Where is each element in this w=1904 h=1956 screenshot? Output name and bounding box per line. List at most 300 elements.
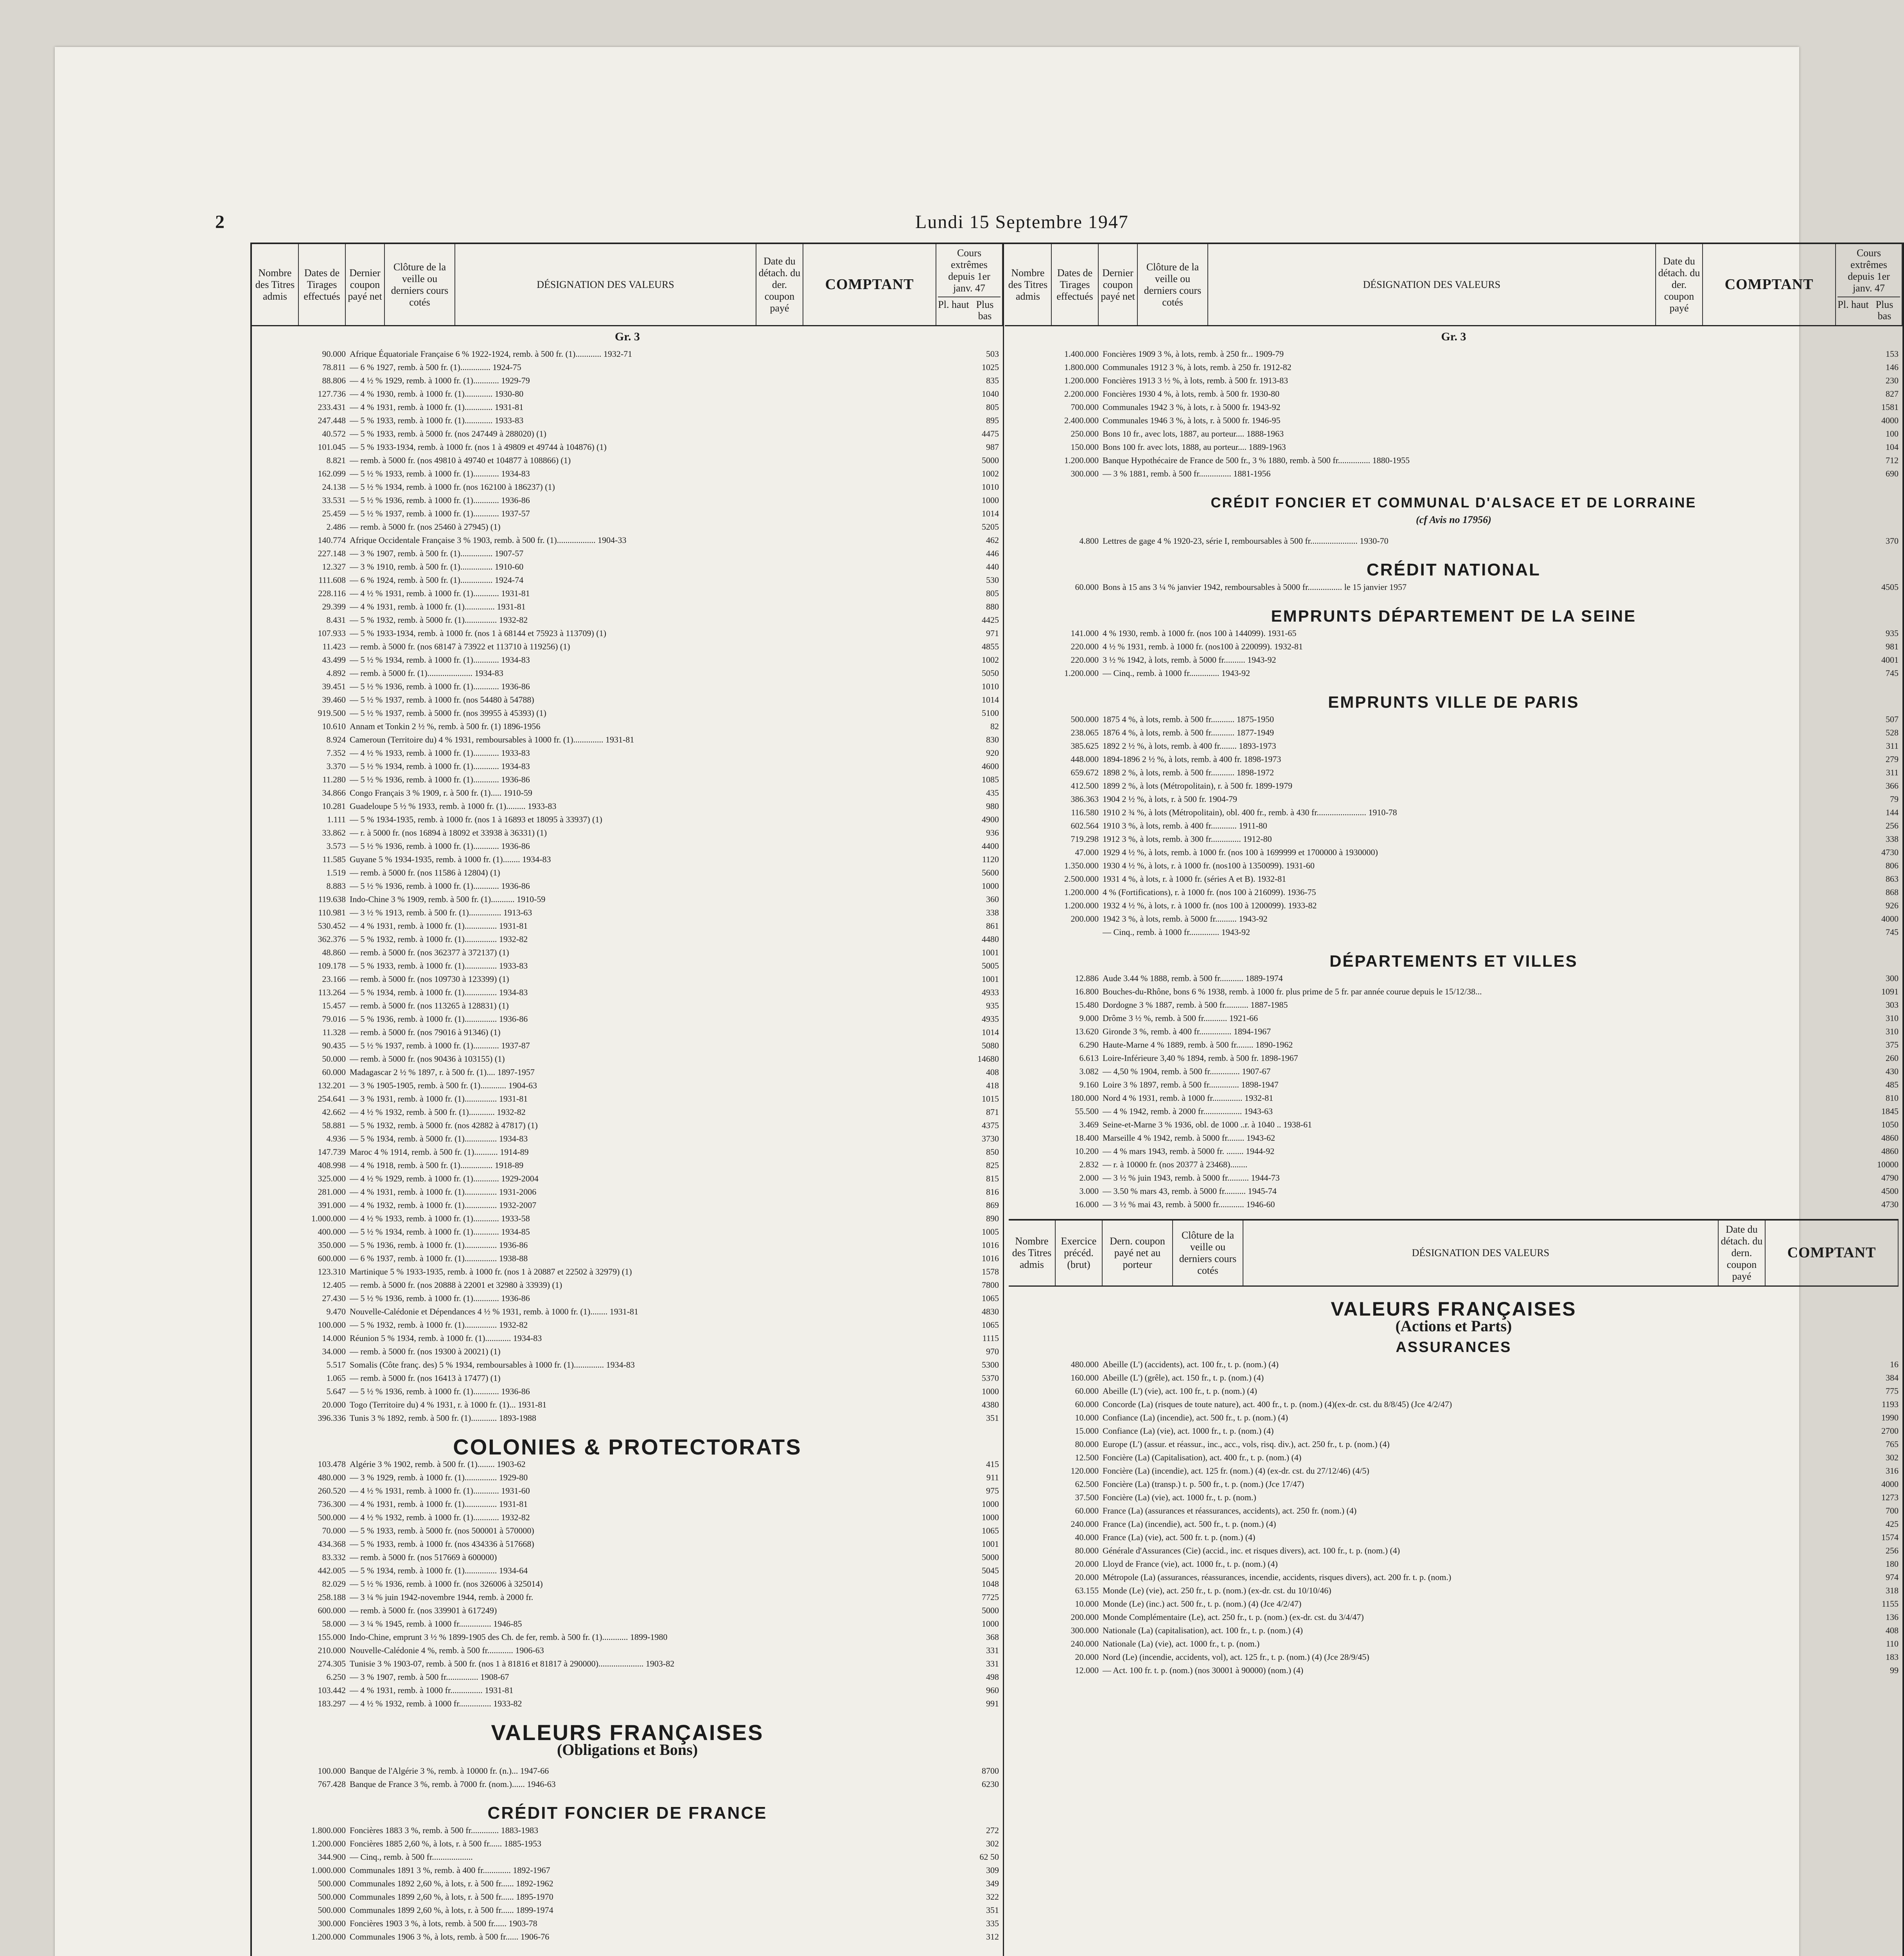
- row-price: 987: [986, 442, 999, 452]
- row-price: 335: [986, 1918, 999, 1929]
- table-row: [1009, 1544, 1899, 1557]
- row-designation: Foncières 1903 3 %, à lots, remb. à 500 fr...... 1903-78: [350, 1918, 537, 1929]
- table-row: [1009, 926, 1899, 939]
- row-designation: Maroc 4 % 1914, remb. à 500 fr. (1)........... 1914-89: [350, 1147, 529, 1157]
- row-designation: — 5 ½ % 1934, remb. à 1000 fr. (nos 162100 à 186237) (1): [350, 482, 555, 492]
- row-designation: — 4 % 1931, remb. à 1000 fr. (1)............... 1931-2006: [350, 1187, 537, 1197]
- table-row: [256, 347, 999, 361]
- table-row: [1009, 793, 1899, 806]
- table-row: [1009, 872, 1899, 886]
- row-designation: 1904 2 ½ %, à lots, r. à 500 fr. 1904-79: [1103, 794, 1238, 804]
- row-designation: — 4 ½ % 1931, remb. à 1000 fr. (1)............ 1931-81: [350, 588, 530, 599]
- row-quantity: 500.000: [318, 1892, 346, 1902]
- row-designation: — 4,50 % 1904, remb. à 500 fr.............. 1907-67: [1103, 1066, 1271, 1077]
- row-quantity: 2.400.000: [1064, 415, 1099, 426]
- row-price: 868: [1886, 887, 1899, 897]
- row-quantity: 233.431: [318, 402, 346, 412]
- actions-header-nombre: Nombre des Titres admis: [1009, 1220, 1055, 1286]
- row-quantity: 109.178: [318, 961, 346, 971]
- table-row: [1009, 387, 1899, 401]
- table-row: [256, 1498, 999, 1511]
- table-row: [256, 773, 999, 786]
- row-quantity: 247.448: [318, 415, 346, 426]
- row-price: 3730: [982, 1134, 999, 1144]
- row-price: 183: [1886, 1652, 1899, 1662]
- table-row: [256, 1345, 999, 1358]
- row-designation: Communales 1899 2,60 %, à lots, r. à 500 fr...... 1895-1970: [350, 1892, 553, 1902]
- table-row: [256, 587, 999, 600]
- table-row: [256, 760, 999, 773]
- table-row: [1009, 985, 1899, 998]
- row-quantity: 48.860: [322, 947, 346, 958]
- table-row: [256, 600, 999, 613]
- row-designation: Dordogne 3 % 1887, remb. à 500 fr........... 1887-1985: [1103, 1000, 1288, 1010]
- row-quantity: 40.572: [322, 429, 346, 439]
- header-coupon-r: Dernier coupon payé net: [1098, 244, 1137, 326]
- row-price: 311: [1886, 768, 1899, 778]
- row-price: 5100: [982, 708, 999, 718]
- row-quantity: 9.160: [1079, 1080, 1099, 1090]
- row-designation: — 5 % 1936, remb. à 1000 fr. (1)............... 1936-86: [350, 1240, 528, 1250]
- table-row: [1009, 467, 1899, 480]
- row-quantity: 11.328: [322, 1027, 346, 1037]
- table-row: [256, 1332, 999, 1345]
- row-designation: 3 ½ % 1942, à lots, remb. à 5000 fr.......... 1943-92: [1103, 655, 1276, 665]
- row-quantity: 1.200.000: [1064, 668, 1099, 678]
- row-quantity: 1.400.000: [1064, 349, 1099, 359]
- row-designation: — remb. à 5000 fr. (nos 109730 à 123399) (1): [350, 974, 509, 984]
- row-designation: 1892 2 ½ %, à lots, remb. à 400 fr........ 1893-1973: [1103, 741, 1276, 751]
- table-row: [1009, 427, 1899, 440]
- row-designation: — remb. à 5000 fr. (1)..................... 1934-83: [350, 668, 503, 678]
- row-price: 1048: [982, 1579, 999, 1589]
- row-price: 1000: [982, 495, 999, 505]
- row-quantity: 300.000: [1071, 1625, 1099, 1635]
- row-price: 974: [1886, 1572, 1899, 1582]
- right-paris-rows: [1009, 713, 1899, 939]
- row-quantity: 210.000: [318, 1645, 346, 1656]
- table-row: [256, 919, 999, 933]
- row-price: 1001: [982, 974, 999, 984]
- table-row: [256, 1864, 999, 1877]
- row-quantity: 250.000: [1071, 429, 1099, 439]
- table-row: [1009, 1411, 1899, 1424]
- row-quantity: 120.000: [1071, 1465, 1099, 1476]
- row-price: 690: [1886, 469, 1899, 479]
- header-cours-extremes-r: [1836, 244, 1902, 326]
- row-designation: — 5 % 1934, remb. à 1000 fr. (1)............... 1934-64: [350, 1566, 528, 1576]
- row-designation: — 5 % 1932, remb. à 1000 fr. (1)............... 1932-82: [350, 1320, 528, 1330]
- row-price: 4855: [982, 642, 999, 652]
- row-designation: 4 % (Fortifications), r. à 1000 fr. (nos 100 à 216099). 1936-75: [1103, 887, 1316, 897]
- row-quantity: 155.000: [318, 1632, 346, 1642]
- row-quantity: 480.000: [318, 1472, 346, 1483]
- row-price: 4480: [982, 934, 999, 944]
- row-quantity: 1.200.000: [311, 1839, 346, 1849]
- row-price: 435: [986, 788, 999, 798]
- row-designation: — 4 % 1931, remb. à 1000 fr. (1)............... 1931-81: [350, 1499, 528, 1509]
- row-designation: Marseille 4 % 1942, remb. à 5000 fr........ 1943-62: [1103, 1133, 1275, 1143]
- table-row: [1009, 1052, 1899, 1065]
- table-row: [256, 1824, 999, 1837]
- row-quantity: 3.370: [326, 761, 346, 771]
- row-price: 1002: [982, 469, 999, 479]
- row-quantity: 7.352: [326, 748, 346, 758]
- row-designation: Confiance (La) (incendie), act. 500 fr., t. p. (nom.) (4): [1103, 1412, 1288, 1422]
- row-quantity: 103.442: [318, 1685, 346, 1695]
- colonies-title: COLONIES & PROTECTORATS: [453, 1435, 802, 1460]
- row-quantity: 1.200.000: [311, 1932, 346, 1942]
- row-designation: — 5 % 1933, remb. à 1000 fr. (1)............. 1933-83: [350, 415, 524, 426]
- row-designation: — 5 ½ % 1937, remb. à 5000 fr. (nos 39955 à 45393) (1): [350, 708, 546, 718]
- row-designation: Abeille (L') (grêle), act. 150 fr., t. p. (nom.) (4): [1103, 1372, 1264, 1383]
- row-price: 4730: [1881, 1199, 1899, 1210]
- row-designation: Générale d'Assurances (Cie) (accid., inc. et risques divers), act. 100 fr., t. p. (nom.) (4): [1103, 1545, 1400, 1555]
- row-quantity: 274.305: [318, 1659, 346, 1669]
- header-comptant-r: COMPTANT: [1703, 244, 1836, 326]
- actions-table-header: [1009, 1219, 1899, 1286]
- row-designation: Haute-Marne 4 % 1889, remb. à 500 fr........ 1890-1962: [1103, 1040, 1293, 1050]
- row-designation: Somalis (Côte franç. des) 5 % 1934, remboursables à 1000 fr. (1).............. 1934-83: [350, 1360, 635, 1370]
- row-designation: — 5 % 1932, remb. à 5000 fr. (1)............... 1932-82: [350, 615, 528, 625]
- table-row: [256, 786, 999, 800]
- table-row: [1009, 1185, 1899, 1198]
- row-price: 936: [986, 828, 999, 838]
- row-designation: — remb. à 5000 fr. (nos 113265 à 128831) (1): [350, 1001, 509, 1011]
- row-designation: — 5 ½ % 1936, remb. à 1000 fr. (nos 326006 à 325014): [350, 1579, 543, 1589]
- row-quantity: 2.832: [1079, 1160, 1099, 1170]
- row-quantity: 18.400: [1075, 1133, 1099, 1143]
- row-quantity: 101.045: [318, 442, 346, 452]
- row-price: 1016: [982, 1253, 999, 1264]
- table-row: [256, 946, 999, 959]
- row-designation: — 5 ½ % 1937, remb. à 1000 fr. (nos 54480 à 54788): [350, 695, 534, 705]
- table-row: [256, 1890, 999, 1904]
- row-designation: — 4 % mars 1943, remb. à 5000 fr. ........ 1944-92: [1103, 1146, 1275, 1156]
- table-row: [256, 1252, 999, 1265]
- row-price: 4730: [1881, 847, 1899, 858]
- row-quantity: 12.886: [1075, 973, 1099, 983]
- table-row: [1009, 1637, 1899, 1650]
- row-price: 890: [986, 1214, 999, 1224]
- table-row: [1009, 1398, 1899, 1411]
- row-price: 1845: [1881, 1106, 1899, 1116]
- table-row: [256, 547, 999, 560]
- row-price: 4935: [982, 1014, 999, 1024]
- actions-header-designation: DÉSIGNATION DES VALEURS: [1243, 1220, 1718, 1286]
- row-quantity: 300.000: [1071, 469, 1099, 479]
- row-price: 1578: [982, 1267, 999, 1277]
- row-quantity: 2.486: [326, 522, 346, 532]
- row-designation: — 4 % 1931, remb. à 1000 fr. (1)............. 1931-81: [350, 402, 524, 412]
- row-price: 1016: [982, 1240, 999, 1250]
- row-price: 351: [986, 1413, 999, 1423]
- row-quantity: 448.000: [1071, 754, 1099, 764]
- row-price: 971: [986, 628, 999, 638]
- table-row: [256, 1358, 999, 1372]
- row-price: 1025: [982, 362, 999, 372]
- table-row: [256, 1159, 999, 1172]
- row-price: 1115: [982, 1333, 999, 1343]
- right-cfc-row: [1009, 534, 1899, 548]
- row-designation: — r. à 10000 fr. (nos 20377 à 23468)........: [1103, 1160, 1248, 1170]
- row-quantity: 25.459: [322, 509, 346, 519]
- row-quantity: 2.000: [1079, 1173, 1099, 1183]
- table-row: [256, 1631, 999, 1644]
- row-designation: — remb. à 5000 fr. (nos 19300 à 20021) (1): [350, 1347, 501, 1357]
- row-price: 230: [1886, 376, 1899, 386]
- row-quantity: 78.811: [322, 362, 346, 372]
- row-price: 302: [986, 1839, 999, 1849]
- row-designation: Bons à 15 ans 3 ¼ % janvier 1942, remboursables à 5000 fr................ le 15 janvier 1957: [1103, 582, 1407, 592]
- row-designation: — 6 % 1937, remb. à 1000 fr. (1)............... 1938-88: [350, 1253, 528, 1264]
- row-price: 7725: [982, 1592, 999, 1602]
- row-designation: — 5 % 1933, remb. à 5000 fr. (nos 500001 à 570000): [350, 1526, 534, 1536]
- row-designation: — 3.50 % mars 43, remb. à 5000 fr.......... 1945-74: [1103, 1186, 1277, 1196]
- table-row: [1009, 1611, 1899, 1624]
- row-price: 1005: [982, 1227, 999, 1237]
- row-designation: Foncières 1909 3 %, à lots, remb. à 250 fr... 1909-79: [1103, 349, 1284, 359]
- row-designation: 1899 2 %, à lots (Métropolitain), r. à 500 fr. 1899-1979: [1103, 781, 1293, 791]
- page-date: Lundi 15 Septembre 1947: [915, 212, 1129, 232]
- row-quantity: 240.000: [1071, 1519, 1099, 1529]
- row-designation: Togo (Territoire du) 4 % 1931, r. à 1000 fr. (1)... 1931-81: [350, 1400, 547, 1410]
- row-price: 338: [1886, 834, 1899, 844]
- header-cours-extremes-label-r: Cours extrêmes depuis 1er janv. 47: [1848, 247, 1890, 294]
- row-quantity: 1.000.000: [311, 1214, 346, 1224]
- row-price: 507: [1886, 714, 1899, 725]
- row-designation: — 3 % 1907, remb. à 500 fr. (1)............... 1907-57: [350, 548, 524, 559]
- right-body: [1005, 330, 1902, 1677]
- table-row: [256, 1212, 999, 1225]
- table-row: [1009, 1158, 1899, 1171]
- page-number: 2: [215, 212, 225, 232]
- row-quantity: 20.000: [1075, 1559, 1099, 1569]
- row-quantity: 58.000: [322, 1619, 346, 1629]
- table-row: [256, 1564, 999, 1577]
- table-row: [256, 1537, 999, 1551]
- header-cloture-r: Clôture de la veille ou derniers cours cotés: [1137, 244, 1208, 326]
- table-row: [256, 361, 999, 374]
- row-quantity: 240.000: [1071, 1638, 1099, 1649]
- row-price: 712: [1886, 455, 1899, 466]
- table-row: [256, 1066, 999, 1079]
- row-price: 935: [1886, 628, 1899, 638]
- table-row: [1009, 1517, 1899, 1531]
- row-quantity: 147.739: [318, 1147, 346, 1157]
- row-quantity: 100.000: [318, 1320, 346, 1330]
- row-designation: — 3 ¼ % juin 1942-novembre 1944, remb. à 2000 fr.: [350, 1592, 533, 1602]
- row-quantity: 1.200.000: [1064, 887, 1099, 897]
- table-row: [1009, 726, 1899, 739]
- row-price: 880: [986, 602, 999, 612]
- table-row: [256, 1657, 999, 1670]
- row-designation: France (La) (assurances et réassurances, accidents), act. 250 fr. (nom.) (4): [1103, 1505, 1357, 1516]
- row-price: 316: [1886, 1465, 1899, 1476]
- row-price: 4830: [982, 1307, 999, 1317]
- row-quantity: 400.000: [318, 1227, 346, 1237]
- table-row: [1009, 667, 1899, 680]
- row-quantity: 736.300: [318, 1499, 346, 1509]
- row-price: 871: [986, 1107, 999, 1117]
- table-row: [256, 374, 999, 387]
- row-designation: Foncières 1885 2,60 %, à lots, r. à 500 fr...... 1885-1953: [350, 1839, 542, 1849]
- table-row: [256, 1012, 999, 1026]
- header-plus-bas: Plus bas: [976, 298, 994, 322]
- right-seine-rows: [1009, 627, 1899, 680]
- row-quantity: 12.500: [1075, 1452, 1099, 1462]
- row-designation: Loire-Inférieure 3,40 % 1894, remb. à 500 fr. 1898-1967: [1103, 1053, 1298, 1063]
- row-price: 806: [1886, 861, 1899, 871]
- row-designation: — 4 % 1931, remb. à 1000 fr. (1)............... 1931-81: [350, 921, 528, 931]
- row-quantity: 700.000: [1071, 402, 1099, 412]
- row-designation: — Cinq., remb. à 1000 fr.............. 1943-92: [1103, 927, 1250, 937]
- row-designation: Nord 4 % 1931, remb. à 1000 fr.............. 1932-81: [1103, 1093, 1274, 1103]
- row-price: 4000: [1881, 415, 1899, 426]
- table-row: [256, 1278, 999, 1292]
- table-row: [256, 1092, 999, 1106]
- table-row: [256, 1052, 999, 1066]
- row-price: 765: [1886, 1439, 1899, 1449]
- row-quantity: 90.435: [322, 1041, 346, 1051]
- valeurs-francaises-subtitle: (Obligations et Bons): [557, 1741, 698, 1759]
- row-quantity: 33.862: [322, 828, 346, 838]
- row-quantity: 8.431: [326, 615, 346, 625]
- seine-title: EMPRUNTS DÉPARTEMENT DE LA SEINE: [1271, 607, 1636, 626]
- table-row: [256, 1904, 999, 1917]
- credit-foncier-title: CRÉDIT FONCIER DE FRANCE: [487, 1803, 767, 1823]
- row-price: 310: [1886, 1027, 1899, 1037]
- table-row: [256, 693, 999, 707]
- row-quantity: 362.376: [318, 934, 346, 944]
- row-price: 5370: [982, 1373, 999, 1383]
- table-row: [256, 1411, 999, 1425]
- row-designation: — Cinq., remb. à 500 fr...................: [350, 1852, 473, 1862]
- row-quantity: 260.520: [318, 1486, 346, 1496]
- row-price: 415: [986, 1459, 999, 1469]
- left-rows-a: [256, 347, 999, 1265]
- cfc-subtitle: (cf Avis no 17956): [1416, 514, 1491, 526]
- row-price: 1193: [1881, 1399, 1899, 1409]
- row-price: 300: [1886, 973, 1899, 983]
- row-designation: France (La) (vie), act. 500 fr. t. p. (nom.) (4): [1103, 1532, 1256, 1542]
- row-designation: Bouches-du-Rhône, bons 6 % 1938, remb. à 1000 fr. plus prime de 5 fr. par année courue depuis le 15/12/38...: [1103, 987, 1482, 997]
- row-price: 1000: [982, 881, 999, 891]
- header-pl-haut-r: Pl. haut: [1838, 298, 1869, 310]
- row-price: 1014: [982, 509, 999, 519]
- row-quantity: 3.082: [1079, 1066, 1099, 1077]
- table-row: [256, 613, 999, 627]
- table-row: [1009, 819, 1899, 832]
- row-price: 745: [1886, 927, 1899, 937]
- row-designation: 1910 2 ¾ %, à lots (Métropolitain), obl. 400 fr., remb. à 430 fr....................... 1910-78: [1103, 807, 1397, 818]
- row-designation: — remb. à 5000 fr. (nos 11586 à 12804) (1): [350, 868, 500, 878]
- row-designation: Monde (Le) (vie), act. 250 fr., t. p. (nom.) (ex-dr. cst. du 10/10/46): [1103, 1585, 1331, 1595]
- table-row: [256, 1644, 999, 1657]
- row-designation: Foncière (La) (Capitalisation), act. 400 fr., t. p. (nom.) (4): [1103, 1452, 1302, 1462]
- row-designation: 1932 4 ½ %, à lots, r. à 1000 fr. (nos 100 à 1200099). 1933-82: [1103, 901, 1317, 911]
- row-quantity: 47.000: [1075, 847, 1099, 858]
- row-designation: 1929 4 ½ %, à lots, remb. à 1000 fr. (nos 100 à 1699999 et 1700000 à 1930000): [1103, 847, 1378, 858]
- row-designation: Monde (Le) (inc.) act. 500 fr., t. p. (nom.) (4) (Jce 4/2/47): [1103, 1598, 1302, 1609]
- row-price: 4500: [1881, 1186, 1899, 1196]
- row-designation: — 4 ½ % 1931, remb. à 1000 fr. (1)............ 1931-60: [350, 1486, 530, 1496]
- row-designation: Monde Complémentaire (Le), act. 250 fr., t. p. (nom.) (ex-dr. cst. du 3/4/47): [1103, 1612, 1364, 1622]
- row-designation: — 3 % 1905-1905, remb. à 500 fr. (1)............ 1904-63: [350, 1080, 537, 1091]
- row-price: 700: [1886, 1505, 1899, 1516]
- row-quantity: 82.029: [322, 1579, 346, 1589]
- table-row: [256, 1225, 999, 1239]
- row-price: 6230: [982, 1779, 999, 1789]
- row-price: 312: [986, 1932, 999, 1942]
- row-quantity: 34.866: [322, 788, 346, 798]
- row-quantity: 386.363: [1071, 794, 1099, 804]
- row-quantity: 132.201: [318, 1080, 346, 1091]
- row-quantity: 80.000: [1075, 1439, 1099, 1449]
- row-quantity: 63.155: [1075, 1585, 1099, 1595]
- actions-header-comptant: COMPTANT: [1765, 1220, 1898, 1286]
- row-designation: France (La) (incendie), act. 500 fr., t. p. (nom.) (4): [1103, 1519, 1276, 1529]
- row-quantity: 600.000: [318, 1253, 346, 1264]
- departements-title: DÉPARTEMENTS ET VILLES: [1329, 952, 1578, 971]
- table-row: [256, 1670, 999, 1684]
- row-designation: — 5 ½ % 1936, remb. à 1000 fr. (1)............ 1936-86: [350, 681, 530, 692]
- row-price: 935: [986, 1001, 999, 1011]
- row-price: 4400: [982, 841, 999, 851]
- row-price: 4425: [982, 615, 999, 625]
- table-row: [256, 1385, 999, 1398]
- row-quantity: 1.800.000: [311, 1825, 346, 1836]
- table-row: [1009, 886, 1899, 899]
- row-designation: Foncière (La) (transp.) t. p. 500 fr., t. p. (nom.) (Jce 17/47): [1103, 1479, 1304, 1489]
- row-price: 911: [986, 1472, 999, 1483]
- table-row: [256, 1305, 999, 1318]
- row-quantity: 500.000: [318, 1879, 346, 1889]
- row-designation: — 4 % 1931, remb. à 1000 fr............... 1931-81: [350, 1685, 514, 1695]
- row-price: 5005: [982, 961, 999, 971]
- row-designation: Gironde 3 %, remb. à 400 fr............... 1894-1967: [1103, 1027, 1271, 1037]
- right-cn-row: [1009, 581, 1899, 594]
- right-column: [1005, 244, 1902, 1956]
- row-quantity: 600.000: [318, 1605, 346, 1616]
- row-quantity: 412.500: [1071, 781, 1099, 791]
- row-price: 1000: [982, 1499, 999, 1509]
- row-quantity: 141.000: [1071, 628, 1099, 638]
- table-row: [256, 680, 999, 693]
- left-column: [252, 244, 1004, 1956]
- row-designation: — 5 % 1932, remb. à 5000 fr. (nos 42882 à 47817) (1): [350, 1120, 538, 1131]
- row-quantity: 11.423: [322, 642, 346, 652]
- table-row: [1009, 1131, 1899, 1145]
- row-quantity: 238.065: [1071, 728, 1099, 738]
- row-price: 5000: [982, 1605, 999, 1616]
- row-quantity: 442.005: [318, 1566, 346, 1576]
- table-row: [256, 1119, 999, 1132]
- row-quantity: 20.000: [1075, 1572, 1099, 1582]
- row-price: 318: [1886, 1585, 1899, 1595]
- actions-header-coupon: Dern. coupon payé net au porteur: [1102, 1220, 1173, 1286]
- row-price: 960: [986, 1685, 999, 1695]
- row-designation: — 5 % 1934, remb. à 5000 fr. (1)............... 1934-83: [350, 1134, 528, 1144]
- table-row: [256, 959, 999, 973]
- row-price: 440: [986, 562, 999, 572]
- row-price: 446: [986, 548, 999, 559]
- header-dates-r: Dates de Tirages effectués: [1051, 244, 1098, 326]
- row-quantity: 10.000: [1075, 1412, 1099, 1422]
- credit-national-title: CRÉDIT NATIONAL: [1366, 560, 1541, 580]
- table-row: [1009, 1597, 1899, 1611]
- row-designation: — 3 % 1910, remb. à 500 fr. (1)............... 1910-60: [350, 562, 524, 572]
